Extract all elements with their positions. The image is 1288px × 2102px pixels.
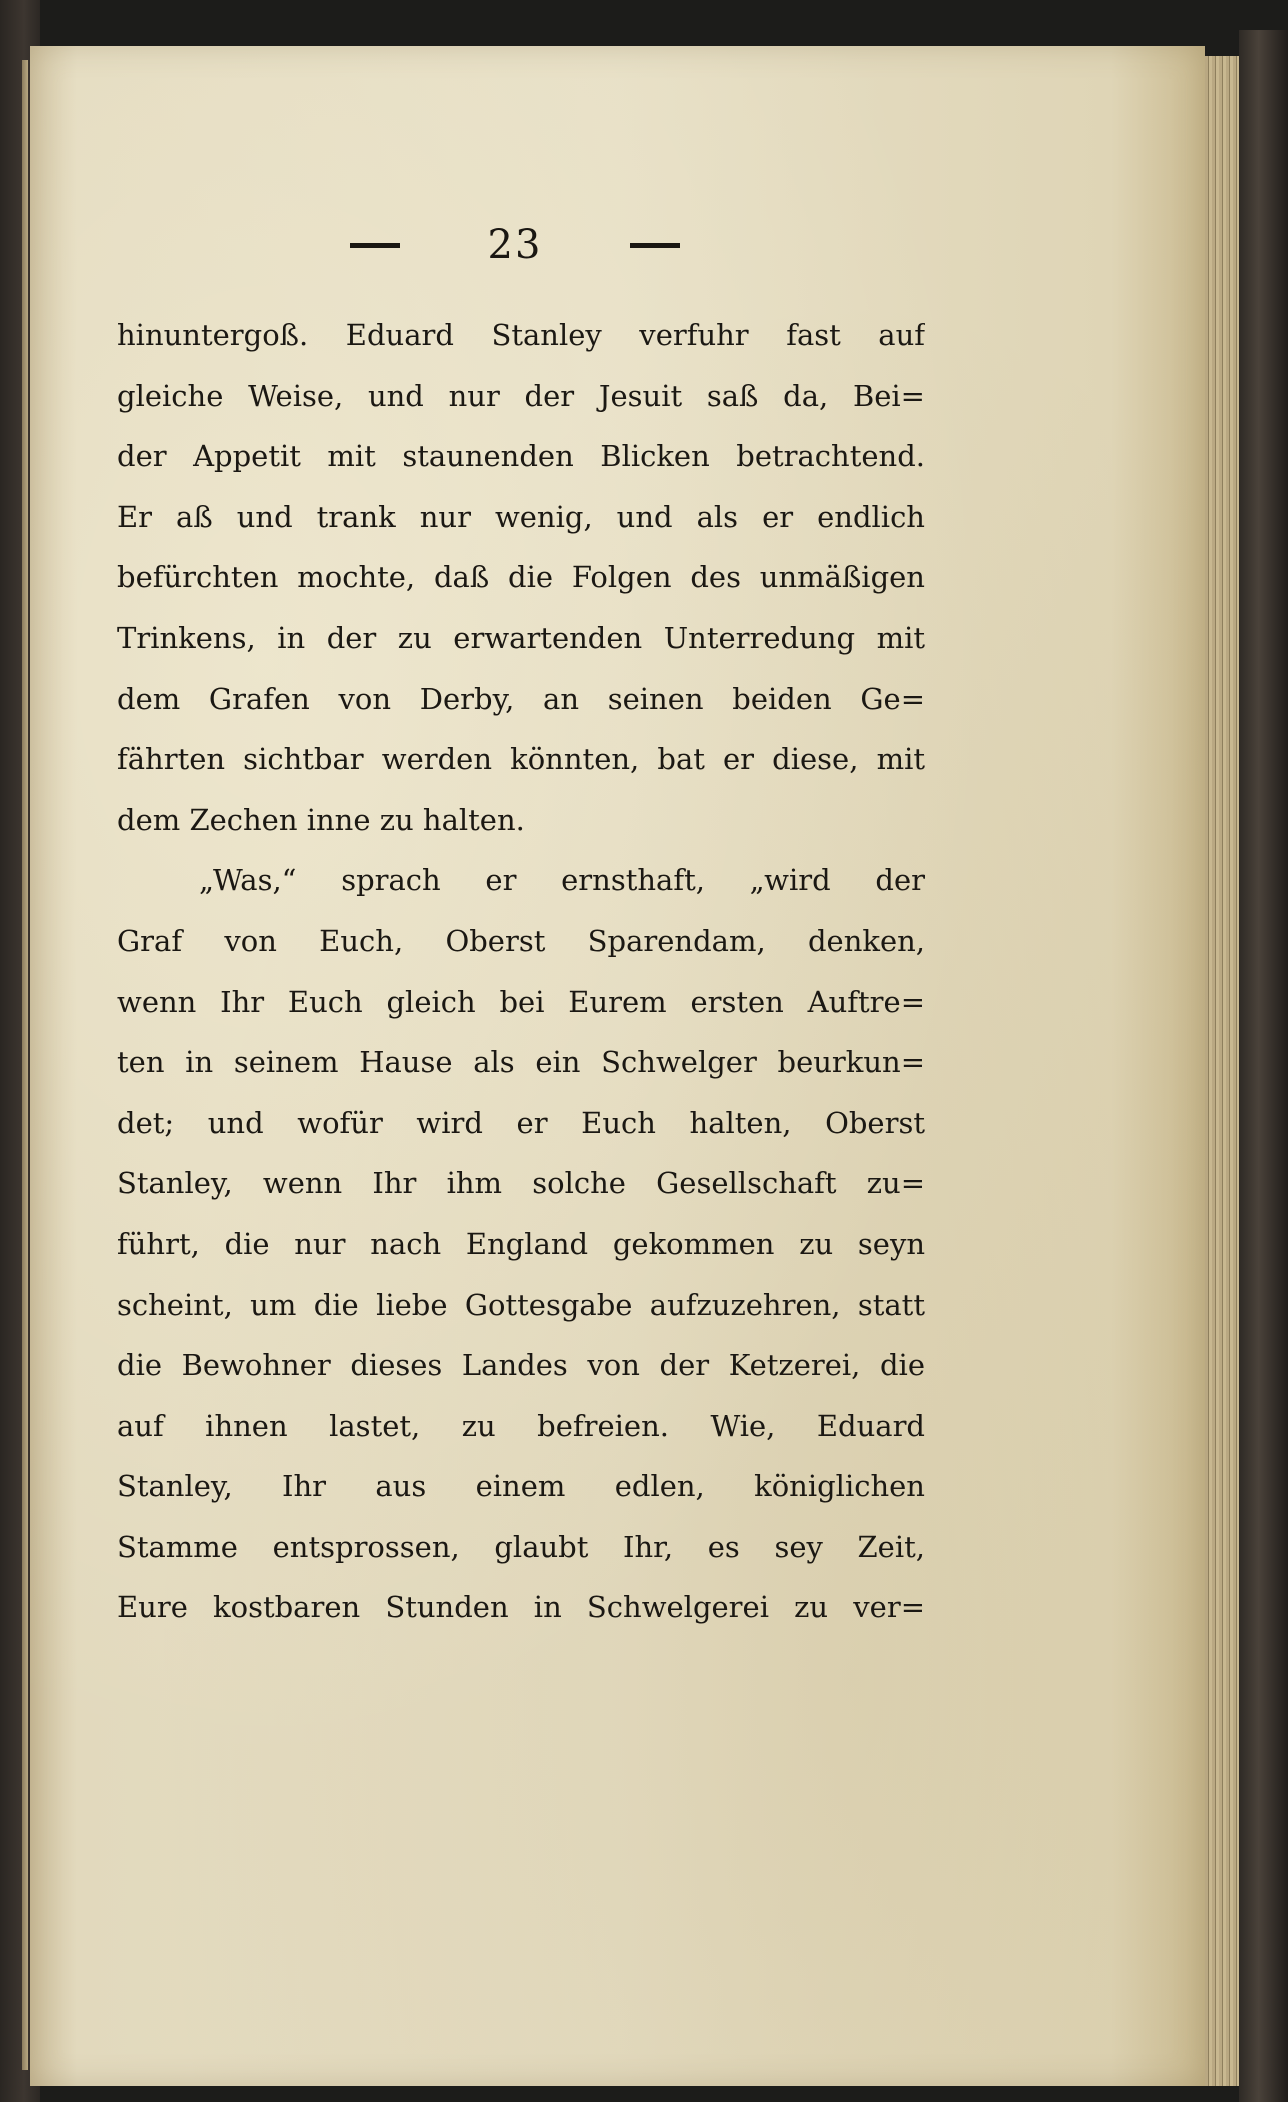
running-head-right-dash <box>630 243 680 248</box>
text-line: die Bewohner dieses Landes von der Ketzerei, die <box>117 1348 925 1383</box>
text-line: Er aß und trank nur wenig, und als er endlich <box>117 499 925 534</box>
text-line: Stanley, Ihr aus einem edlen, königlichen <box>117 1469 925 1504</box>
text-line: gleiche Weise, und nur der Jesuit saß da, Bei= <box>117 378 925 413</box>
text-line: wenn Ihr Euch gleich bei Eurem ersten Auftre= <box>117 984 925 1019</box>
text-line: der Appetit mit staunenden Blicken betrachtend. <box>117 439 925 474</box>
text-line: det; und wofür wird er Euch halten, Oberst <box>117 1105 925 1140</box>
text-line: Trinkens, in der zu erwartenden Unterredung mit <box>117 620 925 655</box>
text-line: führt, die nur nach England gekommen zu seyn <box>117 1226 925 1261</box>
left-page-strip <box>22 60 28 2070</box>
text-line: Stanley, wenn Ihr ihm solche Gesellschaft zu= <box>117 1166 925 1201</box>
text-line: Graf von Euch, Oberst Sparendam, denken, <box>117 923 925 958</box>
cover-edge <box>1239 30 1288 2102</box>
running-head <box>350 215 680 275</box>
running-head-left-dash <box>350 243 400 248</box>
page-edges <box>1205 56 1239 2086</box>
page-number: 23 <box>487 222 543 268</box>
text-line: scheint, um die liebe Gottesgabe aufzuzehren, statt <box>117 1287 925 1322</box>
text-line: Eure kostbaren Stunden in Schwelgerei zu ver= <box>117 1590 925 1625</box>
text-line: Stamme entsprossen, glaubt Ihr, es sey Zeit, <box>117 1529 925 1564</box>
text-line: auf ihnen lastet, zu befreien. Wie, Eduard <box>117 1408 925 1443</box>
text-line: „Was,“ sprach er ernsthaft, „wird der <box>199 863 925 898</box>
text-line: ten in seinem Hause als ein Schwelger beurkun= <box>117 1045 925 1080</box>
text-line: dem Grafen von Derby, an seinen beiden Ge= <box>117 681 925 716</box>
text-line: dem Zechen inne zu halten. <box>117 802 525 837</box>
text-line: befürchten mochte, daß die Folgen des unmäßigen <box>117 560 925 595</box>
text-line: hinuntergoß. Eduard Stanley verfuhr fast auf <box>117 318 925 352</box>
text-line: fährten sichtbar werden könnten, bat er diese, mit <box>117 742 925 777</box>
body-text <box>117 305 925 1638</box>
